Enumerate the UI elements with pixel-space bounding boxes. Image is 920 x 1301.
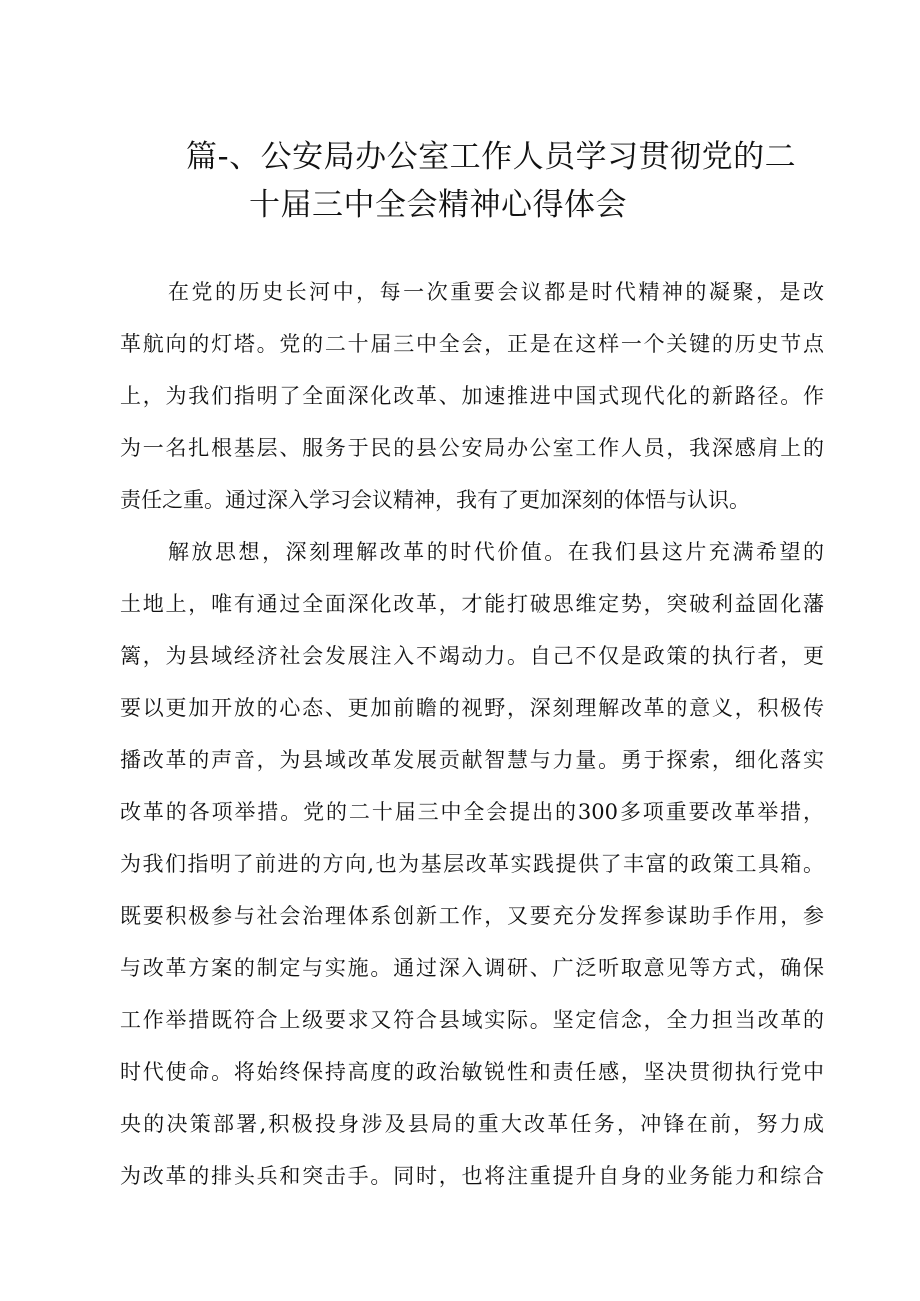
title-line: 十届三中全会精神心得体会 <box>249 187 627 223</box>
paragraph-line: 为一名扎根基层、服务于民的县公安局办公室工作人员，我深感肩上的 <box>120 436 824 460</box>
paragraph-line: 土地上，唯有通过全面深化改革，才能打破思维定势，突破利益固化藩 <box>120 592 824 616</box>
paragraph-line: 为改革的排头兵和突击手。同时，也将注重提升自身的业务能力和综合 <box>120 1164 824 1188</box>
paragraph-line: 时代使命。将始终保持高度的政治敏锐性和责任感，坚决贯彻执行党中 <box>120 1060 824 1084</box>
paragraph-line: 要以更加开放的心态、更加前瞻的视野，深刻理解改革的意义，积极传 <box>120 696 824 720</box>
paragraph-line: 革航向的灯塔。党的二十届三中全会，正是在这样一个关键的历史节点 <box>120 332 824 356</box>
document-body <box>120 266 840 1202</box>
title-line: 篇-、公安局办公室工作人员学习贯彻党的二 <box>186 139 797 175</box>
paragraph-line: 篱，为县域经济社会发展注入不竭动力。自己不仅是政策的执行者，更 <box>120 644 824 668</box>
paragraph-line: 与改革方案的制定与实施。通过深入调研、广泛听取意见等方式，确保 <box>120 956 824 980</box>
paragraph-line: 工作举措既符合上级要求又符合县域实际。坚定信念，全力担当改革的 <box>120 1008 824 1032</box>
paragraph-line: 责任之重。通过深入学习会议精神，我有了更加深刻的体悟与认识。 <box>120 488 750 512</box>
document-title <box>186 133 846 229</box>
paragraph-line: 播改革的声音，为县域改革发展贡献智慧与力量。勇于探索，细化落实 <box>120 748 824 772</box>
paragraph-line: 改革的各项举措。党的二十届三中全会提出的300多项重要改革举措， <box>120 800 824 824</box>
paragraph-line: 为我们指明了前进的方向,也为基层改革实践提供了丰富的政策工具箱。 <box>120 852 824 876</box>
paragraph-line: 在党的历史长河中，每一次重要会议都是时代精神的凝聚，是改 <box>168 280 824 304</box>
paragraph-line: 上，为我们指明了全面深化改革、加速推进中国式现代化的新路径。作 <box>120 384 824 408</box>
paragraph-line: 既要积极参与社会治理体系创新工作，又要充分发挥参谋助手作用，参 <box>120 904 824 928</box>
paragraph-line: 解放思想，深刻理解改革的时代价值。在我们县这片充满希望的 <box>168 540 824 564</box>
paragraph-line: 央的决策部署,积极投身涉及县局的重大改革任务，冲锋在前，努力成 <box>120 1112 824 1136</box>
